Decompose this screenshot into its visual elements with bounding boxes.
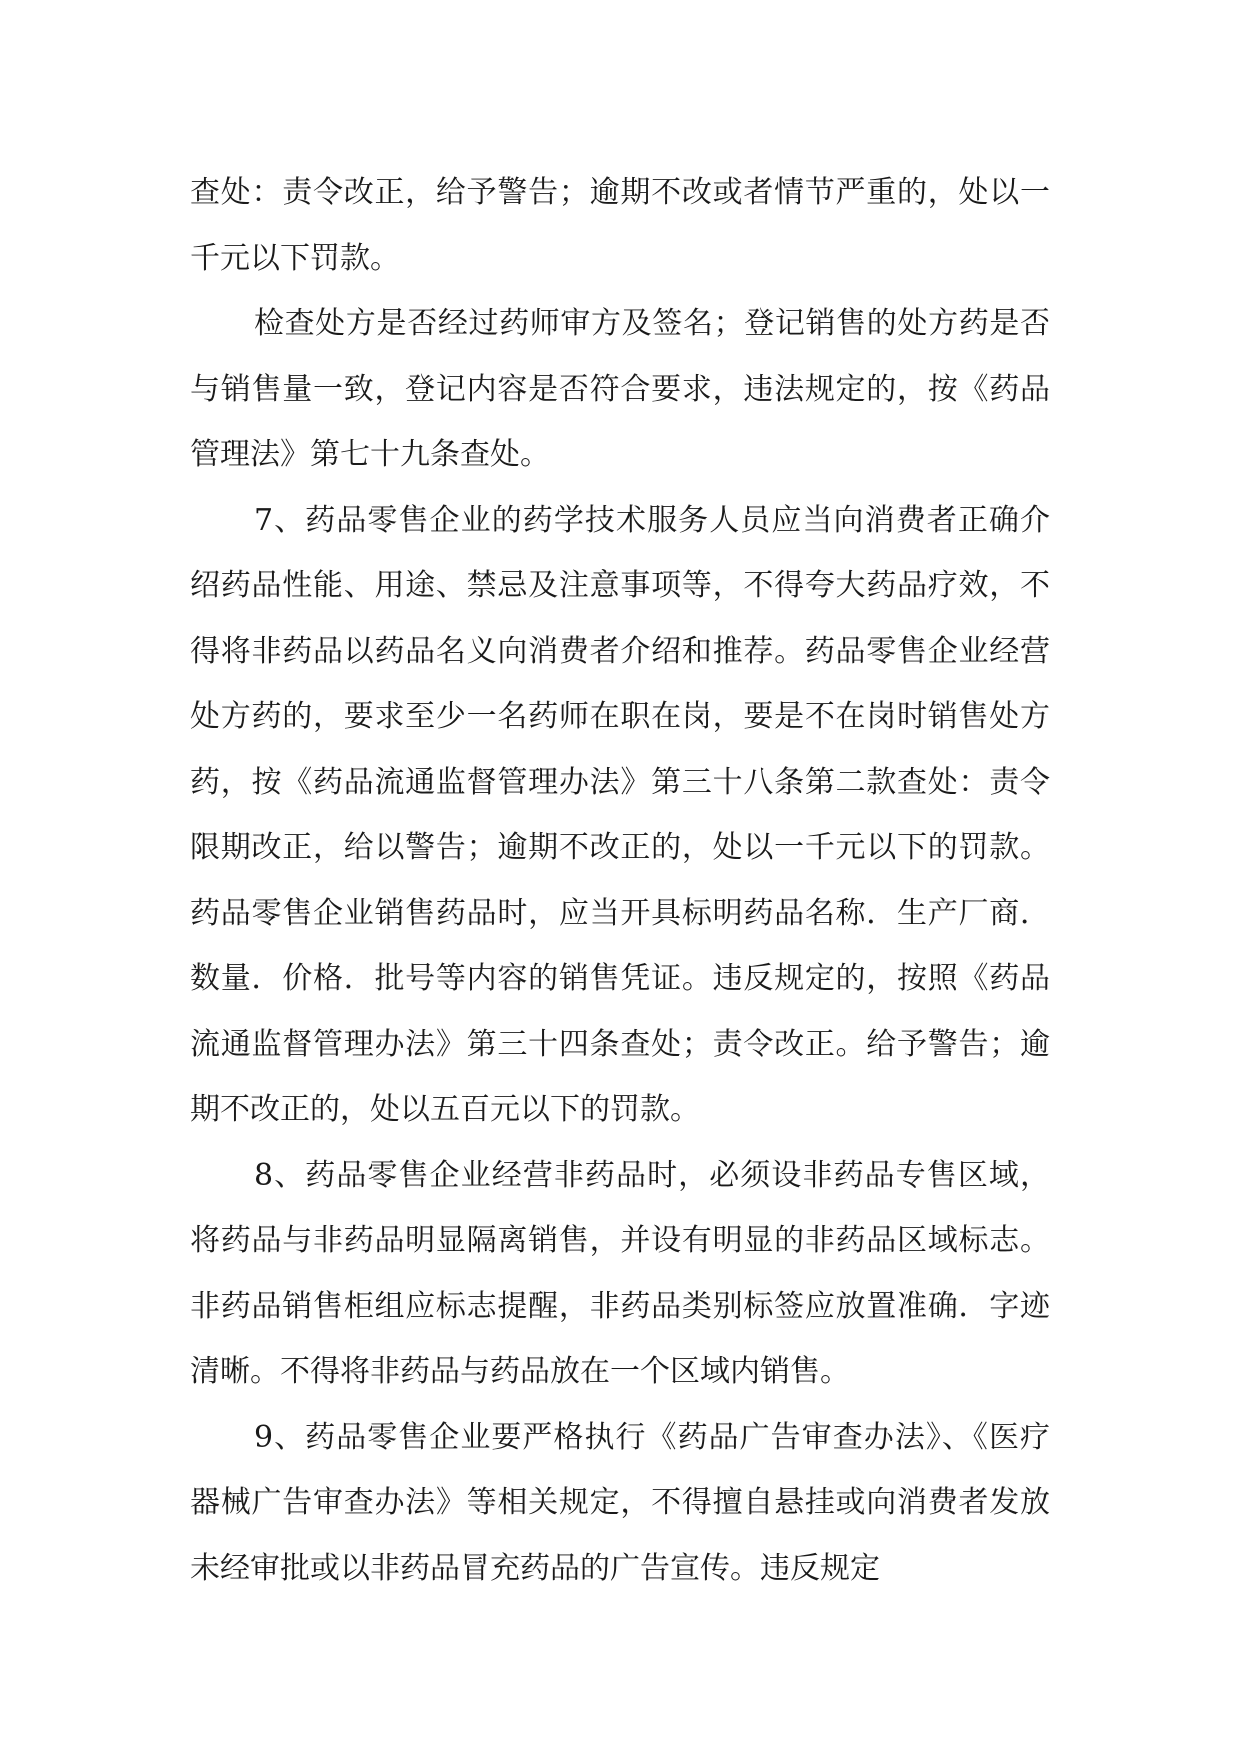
paragraph-item-9: 9、药品零售企业要严格执行《药品广告审查办法》、《医疗器械广告审查办法》等相关规定，不得擅自悬挂或向消费者发放未经审批或以非药品冒充药品的广告宣传。违反规定	[190, 1419, 1050, 1586]
paragraph-item-7: 7、药品零售企业的药学技术服务人员应当向消费者正确介绍药品性能、用途、禁忌及注意事项等，不得夸大药品疗效，不得将非药品以药品名义向消费者介绍和推荐。药品零售企业经营处方药的，要求至少一名药师在职在岗，要是不在岗时销售处方药，按《药品流通监督管理办法》第三十八条第二款查处：责令限期改正，给以警告；逾期不改正的，处以一千元以下的罚款。药品零售企业销售药品时，应当开具标明药品名称．生产厂商．数量．价格．批号等内容的销售凭证。违反规定的，按照《药品流通监督管理办法》第三十四条查处；责令改正。给予警告；逾期不改正的，处以五百元以下的罚款。	[190, 502, 1050, 1127]
document-body	[190, 160, 1050, 1601]
paragraph-penalty-continuation: 查处：责令改正，给予警告；逾期不改或者情节严重的，处以一千元以下罚款。	[190, 175, 1050, 276]
paragraph-item-8: 8、药品零售企业经营非药品时，必须设非药品专售区域，将药品与非药品明显隔离销售，并设有明显的非药品区域标志。非药品销售柜组应标志提醒，非药品类别标签应放置准确．字迹清晰。不得将非药品与药品放在一个区域内销售。	[190, 1157, 1050, 1389]
paragraph-prescription-check: 检查处方是否经过药师审方及签名；登记销售的处方药是否与销售量一致，登记内容是否符合要求，违法规定的，按《药品管理法》第七十九条查处。	[190, 306, 1050, 472]
